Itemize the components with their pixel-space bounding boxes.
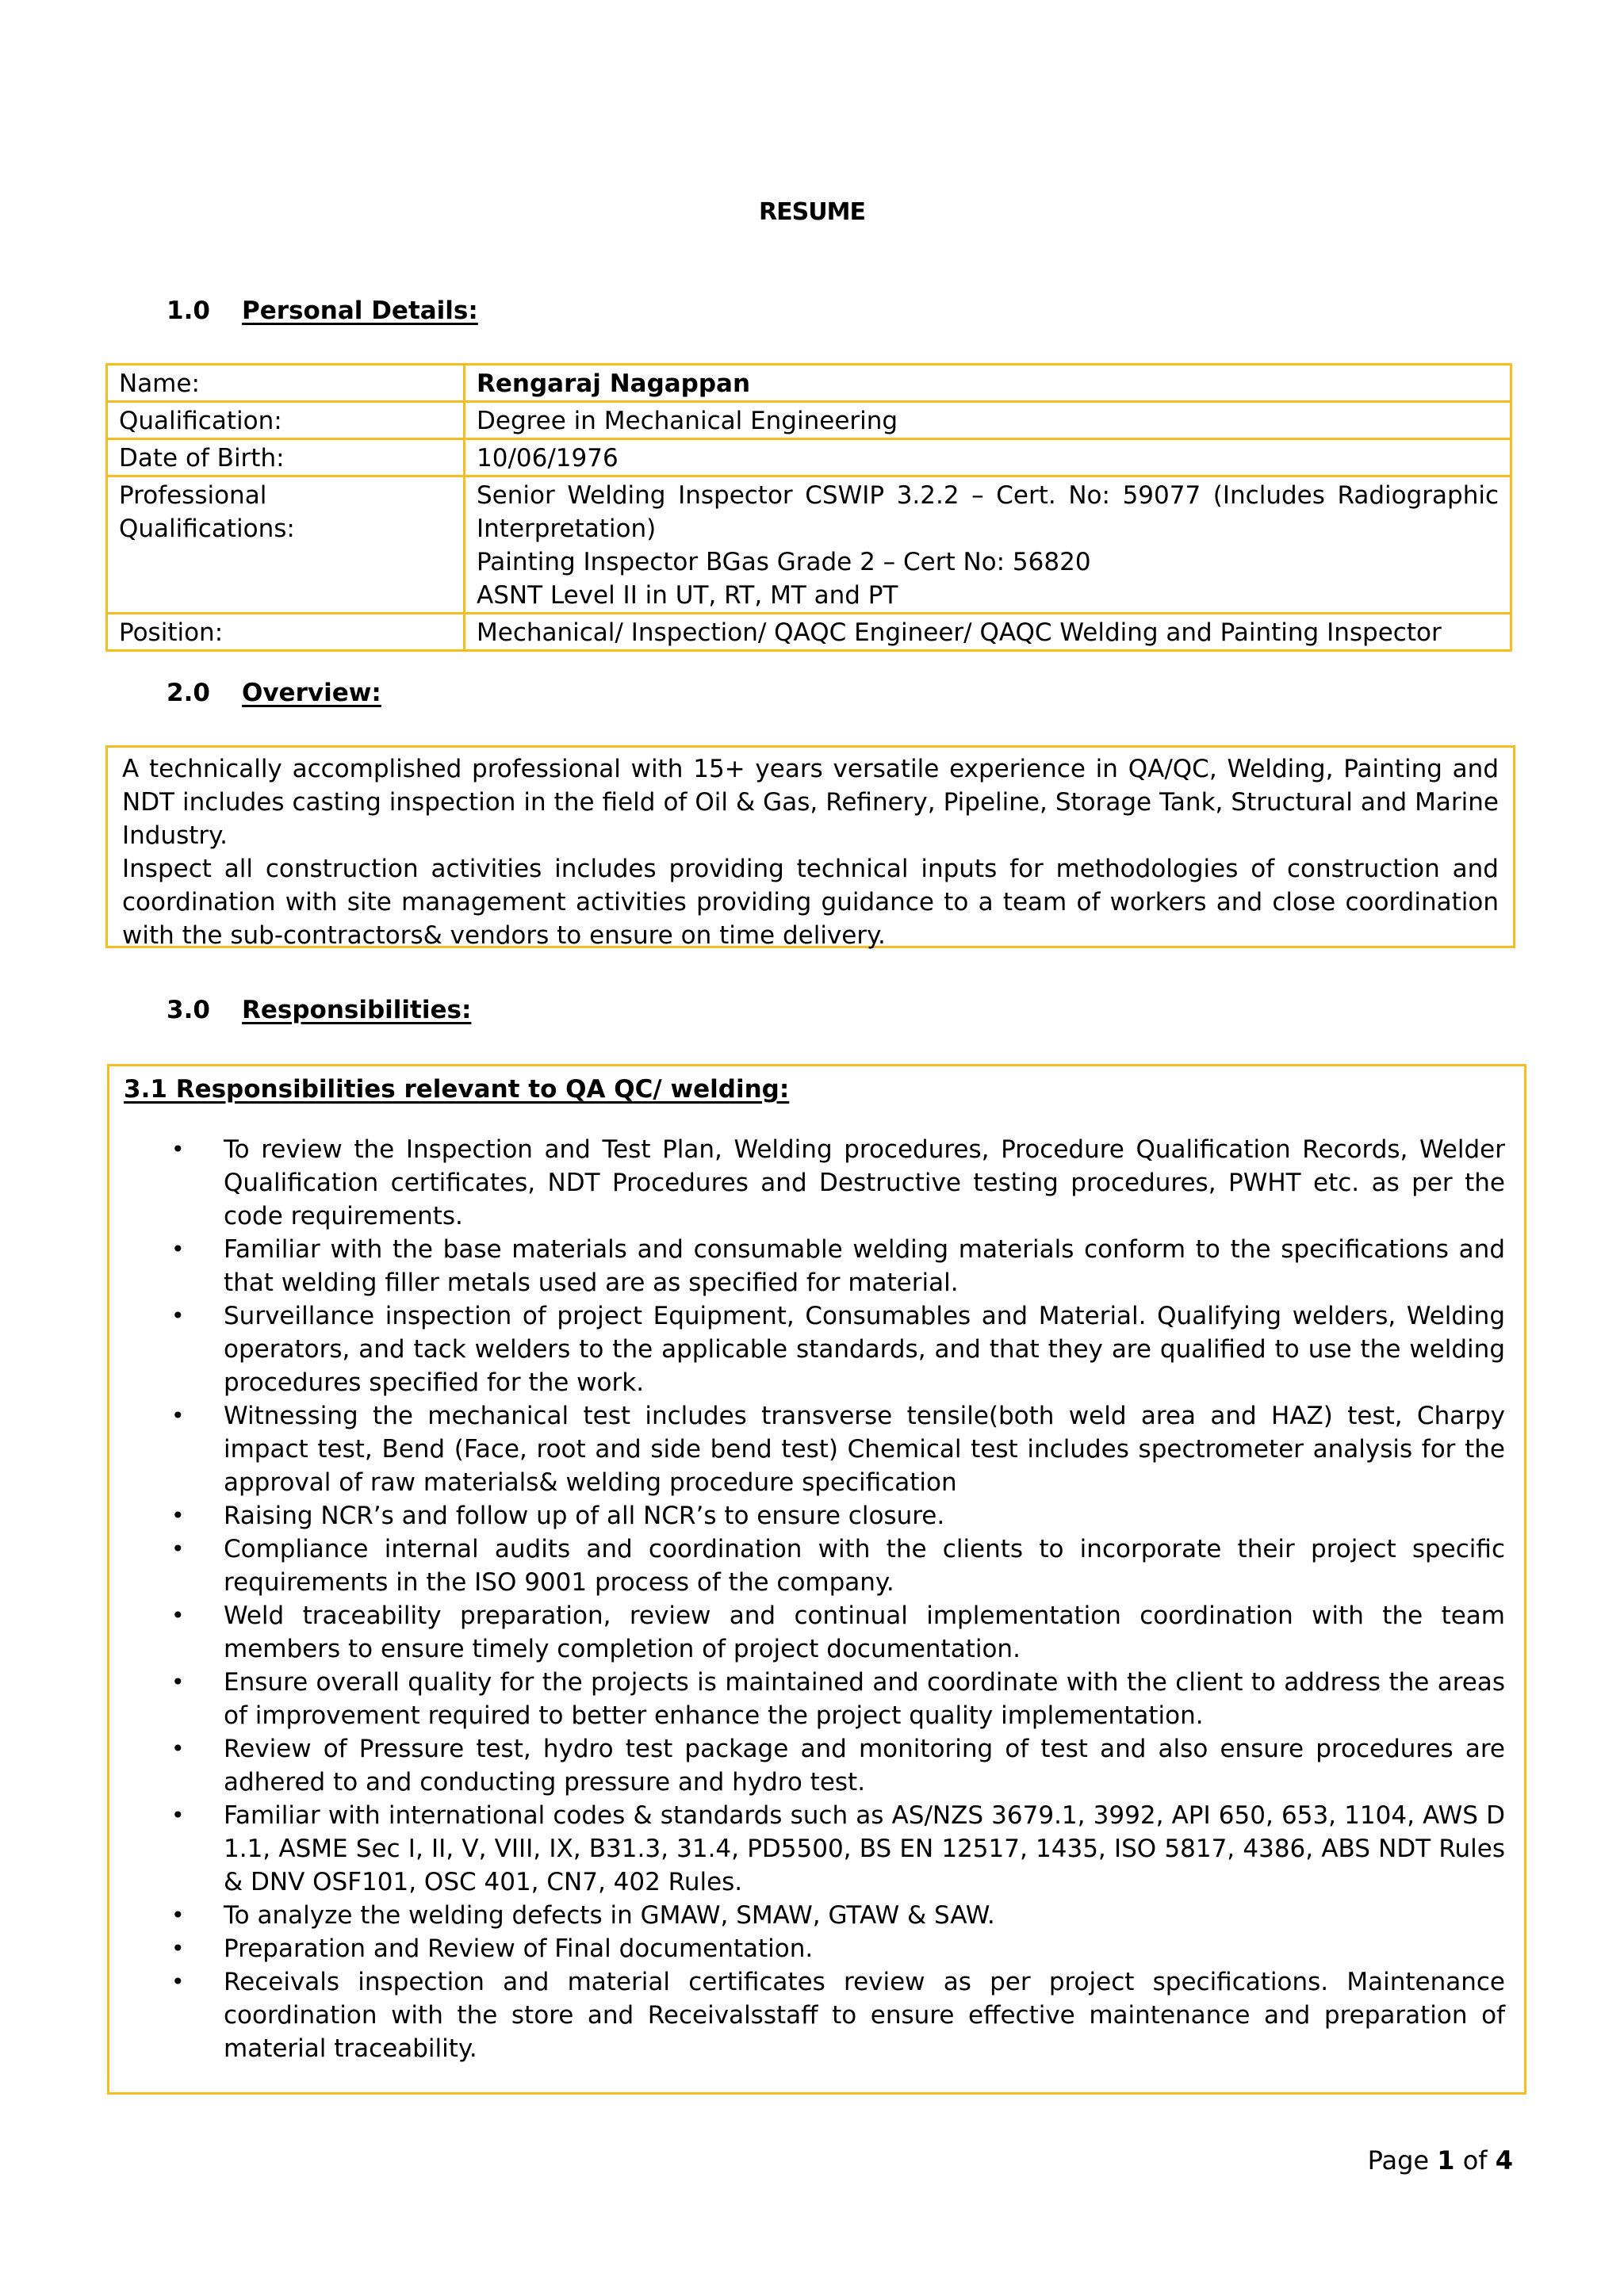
list-item-text: Raising NCR’s and follow up of all NCR’s to ensure closure. bbox=[224, 1502, 945, 1530]
list-item bbox=[124, 1533, 1505, 1599]
section-number: 1.0 bbox=[167, 297, 210, 325]
position-value: Mechanical/ Inspection/ QAQC Engineer/ QAQC Welding and Painting Inspector bbox=[465, 614, 1511, 651]
section-title: Responsibilities: bbox=[242, 996, 472, 1024]
bullet-icon: • bbox=[171, 1935, 185, 1961]
document-title: RESUME bbox=[759, 198, 865, 226]
bullet-icon: • bbox=[171, 1669, 185, 1695]
overview-paragraph: Inspect all construction activities includes providing technical inputs for methodologies of construction and coordination with site management activities providing guidance to a team of workers and close coordination with the sub-contractors& vendors to ensure on time delivery. bbox=[122, 855, 1499, 950]
bullet-icon: • bbox=[171, 1536, 185, 1562]
professional-qualifications-label-text: Professional Qualifications: bbox=[119, 481, 295, 543]
bullet-icon: • bbox=[171, 1802, 185, 1828]
list-item bbox=[124, 1899, 1505, 1932]
professional-qualification-line: Painting Inspector BGas Grade 2 – Cert No: 56820 bbox=[477, 548, 1091, 576]
current-page: 1 bbox=[1437, 2145, 1455, 2175]
bullet-icon: • bbox=[171, 1735, 185, 1762]
page-word: Page bbox=[1367, 2145, 1430, 2175]
list-item bbox=[124, 1932, 1505, 1965]
responsibilities-box bbox=[107, 1064, 1526, 2095]
list-item-text: Compliance internal audits and coordination with the clients to incorporate their project specific requirements in the ISO 9001 process of the company. bbox=[224, 1535, 1505, 1597]
bullet-icon: • bbox=[171, 1902, 185, 1928]
total-pages: 4 bbox=[1495, 2145, 1513, 2175]
professional-qualification-line: ASNT Level II in UT, RT, MT and PT bbox=[477, 581, 898, 610]
list-item bbox=[124, 1133, 1505, 1233]
professional-qualifications-label bbox=[107, 476, 465, 614]
overview-paragraph: A technically accomplished professional with 15+ years versatile experience in QA/QC, Welding, Painting and NDT includes casting inspection in the field of Oil & Gas, Refinery, Pipeline, Storage Tank, Structural and Marine Industry. bbox=[122, 755, 1499, 850]
list-item-text: Receivals inspection and material certificates review as per project specifications. Maintenance coordination with the store and Receivalsstaff to ensure effective maintenance and preparation of material traceability. bbox=[224, 1968, 1505, 2063]
qualification-label: Qualification: bbox=[107, 402, 465, 439]
section-heading-overview bbox=[167, 679, 381, 707]
list-item-text: Surveillance inspection of project Equipment, Consumables and Material. Qualifying welders, Welding operators, and tack welders to the applicable standards, and that they are qualified to use the welding procedures specified for the work. bbox=[224, 1302, 1505, 1397]
section-title: Personal Details: bbox=[242, 297, 478, 325]
section-heading-responsibilities bbox=[167, 996, 471, 1024]
responsibilities-subheading: 3.1 Responsibilities relevant to QA QC/ welding: bbox=[124, 1075, 790, 1104]
bullet-icon: • bbox=[171, 1303, 185, 1329]
name-value: Rengaraj Nagappan bbox=[465, 365, 1511, 402]
dob-value: 10/06/1976 bbox=[465, 439, 1511, 476]
list-item bbox=[124, 1965, 1505, 2065]
bullet-icon: • bbox=[171, 1136, 185, 1162]
bullet-icon: • bbox=[171, 1969, 185, 1995]
list-item-text: Weld traceability preparation, review and continual implementation coordination with the team members to ensure timely completion of project documentation. bbox=[224, 1601, 1505, 1663]
section-heading-personal bbox=[167, 297, 478, 325]
list-item bbox=[124, 1399, 1505, 1499]
table-row bbox=[107, 476, 1511, 614]
list-item bbox=[124, 1732, 1505, 1799]
list-item-text: Review of Pressure test, hydro test package and monitoring of test and also ensure procedures are adhered to and conducting pressure and hydro test. bbox=[224, 1735, 1505, 1797]
section-title: Overview: bbox=[242, 679, 381, 707]
list-item-text: Preparation and Review of Final documentation. bbox=[224, 1934, 814, 1963]
list-item bbox=[124, 1299, 1505, 1399]
bullet-icon: • bbox=[171, 1236, 185, 1262]
list-item bbox=[124, 1799, 1505, 1899]
list-item-text: To review the Inspection and Test Plan, Welding procedures, Procedure Qualification Records, Welder Qualification certificates, NDT Procedures and Destructive testing procedures, PWHT etc. as per the code requirements. bbox=[224, 1135, 1505, 1230]
qualification-value: Degree in Mechanical Engineering bbox=[465, 402, 1511, 439]
section-number: 2.0 bbox=[167, 679, 210, 707]
section-number: 3.0 bbox=[167, 996, 210, 1024]
responsibilities-list bbox=[124, 1133, 1505, 2065]
list-item-text: Familiar with international codes & standards such as AS/NZS 3679.1, 3992, API 650, 653, 1104, AWS D 1.1, ASME Sec I, II, V, VIII, IX, B31.3, 31.4, PD5500, BS EN 12517, 1435, ISO 5817, 4386, ABS NDT Rules & DNV OSF101, OSC 401, CN7, 402 Rules. bbox=[224, 1801, 1505, 1896]
professional-qualification-line: Senior Welding Inspector CSWIP 3.2.2 – Cert. No: 59077 (Includes Radiographic Interpretation) bbox=[477, 481, 1499, 543]
list-item-text: Witnessing the mechanical test includes transverse tensile(both weld area and HAZ) test, Charpy impact test, Bend (Face, root and side bend test) Chemical test includes spectrometer analysis for the approval of raw materials& welding procedure specification bbox=[224, 1402, 1505, 1497]
of-word: of bbox=[1462, 2145, 1488, 2175]
position-label: Position: bbox=[107, 614, 465, 651]
list-item-text: To analyze the welding defects in GMAW, SMAW, GTAW & SAW. bbox=[224, 1901, 995, 1930]
list-item bbox=[124, 1666, 1505, 1732]
name-label: Name: bbox=[107, 365, 465, 402]
professional-qualifications-value bbox=[465, 476, 1511, 614]
list-item-text: Familiar with the base materials and consumable welding materials conform to the specifications and that welding filler metals used are as specified for material. bbox=[224, 1235, 1505, 1297]
dob-label: Date of Birth: bbox=[107, 439, 465, 476]
overview-box bbox=[105, 745, 1515, 948]
table-row bbox=[107, 365, 1511, 402]
bullet-icon: • bbox=[171, 1502, 185, 1529]
list-item bbox=[124, 1599, 1505, 1666]
bullet-icon: • bbox=[171, 1602, 185, 1628]
personal-details-table bbox=[105, 363, 1512, 652]
list-item bbox=[124, 1233, 1505, 1299]
bullet-icon: • bbox=[171, 1402, 185, 1429]
page-number bbox=[1368, 2145, 1513, 2175]
table-row bbox=[107, 614, 1511, 651]
list-item-text: Ensure overall quality for the projects is maintained and coordinate with the client to address the areas of improvement required to better enhance the project quality implementation. bbox=[224, 1668, 1505, 1730]
table-row bbox=[107, 439, 1511, 476]
list-item bbox=[124, 1499, 1505, 1533]
table-row bbox=[107, 402, 1511, 439]
